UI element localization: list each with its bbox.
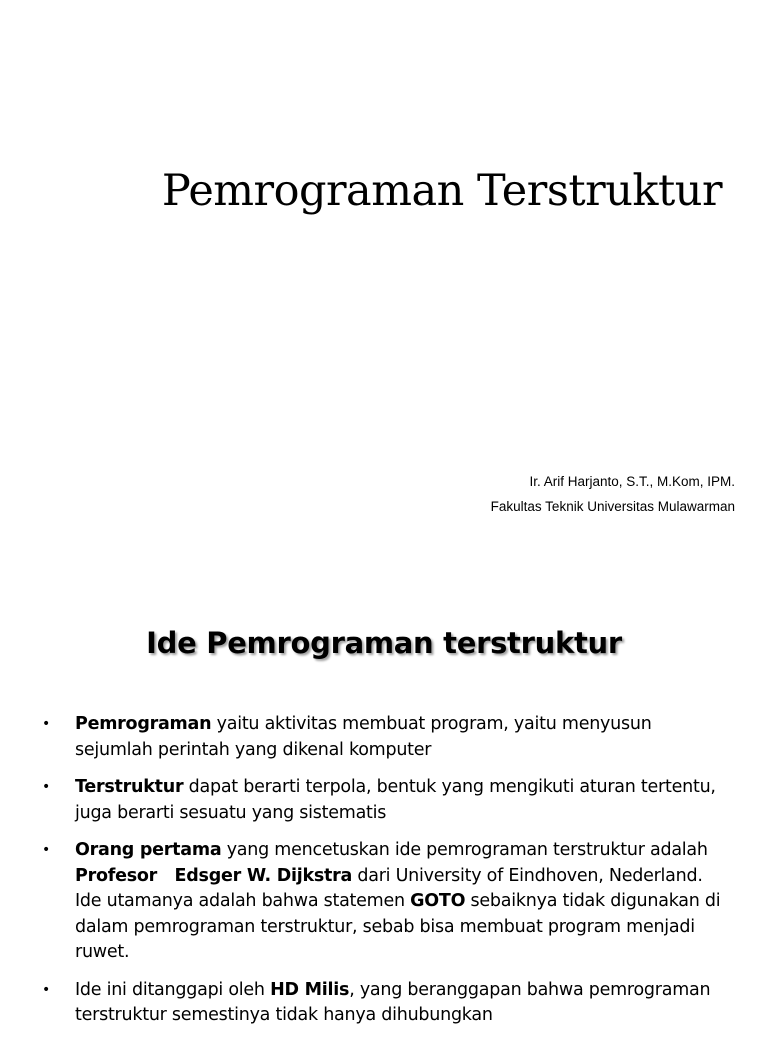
bullet-bold-text: Profesor Edsger W. Dijkstra (75, 865, 353, 886)
bullet-text: yang mencetuskan ide pemrograman terstruktur adalah (221, 840, 708, 860)
bullet-text: yaitu aktivitas membuat program, yaitu menyusun sejumlah perintah yang dikenal komputer (75, 714, 652, 760)
bullet-text: dari University of Eindhoven, Nederland. Ide utamanya adalah bahwa statemen (75, 865, 703, 911)
bullet-bold-text: Orang pertama (75, 840, 222, 860)
bullet-item (0, 838, 768, 966)
bullet-text: Ide ini ditanggapi oleh (75, 979, 271, 1000)
author-affiliation: Fakultas Teknik Universitas Mulawarman (490, 499, 735, 514)
bullet-text: dapat berarti terpola, bentuk yang mengikuti aturan tertentu, juga berarti sesuatu yang sistematis (75, 777, 716, 823)
bullet-text: sebaiknya tidak digunakan di dalam pemrograman terstruktur, sebab bisa membuat program menjadi ruwet. (75, 891, 721, 962)
content-slide (0, 576, 768, 1024)
bullet-bold-text: GOTO (410, 891, 466, 911)
author-name: Ir. Arif Harjanto, S.T., M.Kom, IPM. (529, 474, 735, 489)
bullet-marker: • (42, 779, 51, 795)
bullet-marker: • (42, 981, 51, 998)
bullet-text: , yang beranggapan bahwa pemrograman terstruktur semestinya tidak hanya dihubungkan (75, 979, 711, 1025)
bullet-bold-text: Terstruktur (75, 777, 184, 797)
bullet-item (0, 978, 768, 1029)
bullet-item (0, 775, 768, 826)
bullet-marker: • (42, 716, 51, 732)
bullet-bold-text: Pemrograman (75, 714, 212, 734)
bullet-bold-text: HD Milis (270, 979, 350, 1000)
bullet-item (0, 712, 768, 763)
slide-heading: Ide Pemrograman terstruktur (146, 626, 622, 660)
bullet-list (0, 712, 768, 1041)
slide-title: Pemrograman Terstruktur (161, 166, 722, 216)
bullet-marker: • (42, 842, 51, 858)
